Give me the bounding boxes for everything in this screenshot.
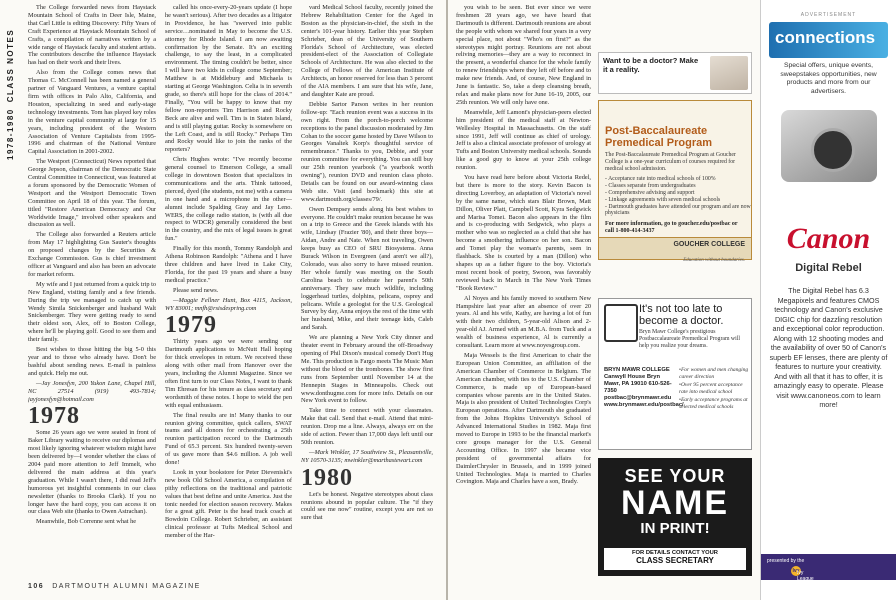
camera-icon — [781, 110, 877, 182]
list-item: • For women and men changing career direction — [679, 367, 749, 380]
ad-contact-box — [604, 548, 746, 570]
paragraph: you wish to be seen. But ever since we were freshmen 28 years ago, we have heard that Dartmouth is different. Dartmouth reunions are about the people with whom we shared four years in a very special place, not about "Who's on first?" as the stereotypes might portray. Reunions are not about reliving memories—they are a way to reconnect in the present, a wonderful chance for the whole family to renew friendships where they left off before and to make new friends. And, of course, New England in June is fantastic. So, take a deep cleansing breath, relax and make plans now for June 16-19, 2005, our 25th reunion. We will only have one. — [456, 4, 591, 106]
paragraph: Thirty years ago we were sending our Dartmouth applications to McNutt Hall hoping for thick envelopes in return. We received these along with other mail from Hanover over the years, including the Alumni Magazine. Since we often first turn to our Class Notes, I want to thank Tim Ehresan for his tenure as class secretary and wordsmith of these notes. I hope to wield the pen with equal enthusiasm. — [165, 338, 292, 409]
connections-banner — [769, 22, 888, 58]
paragraph: The College forwarded news from Haystack Mountain School of Crafts in Deer Isle, Maine, that Carl Little is editing Discovery: Fifty Years of Craft Experience at Haystack Mountain School of Crafts, a compilation of narratives written by a wide range of Haystack faculty and student artists. The contributors describe the influence Haystack has had on their work and their lives. — [28, 4, 156, 67]
brynmawr-ad[interactable] — [598, 298, 752, 450]
paragraph: The Westport (Connecticut) News reported that George Jepson, chairman of the Democratic State Central Committee in Connecticut, was featured at a forum sponsored by the Democratic Women of Westport and the Westport Democratic Town Committee on April 18 of this year. The forum, titled "Restore American Democracy and Our Worldwide Image," involved other speakers and discussion as well. — [28, 158, 156, 229]
doctor-ad-headline: Want to be a doctor? Make it a reality. — [603, 56, 699, 74]
page-footer — [28, 583, 201, 590]
goucher-ad-subtitle: The Post-Baccalaureate Premedical Program at Goucher College is a one-year curriculum of courses required for medical school admission. — [605, 152, 736, 172]
goucher-ad[interactable] — [598, 100, 752, 263]
canon-body-text: The Digital Rebel has 6.3 Megapixels and features CMOS technology and Canon's exclusive DIGIC chip for dazzling resolution and exceptional color reproduction. Along with 12 shooting modes and the availability of over 50 of Canon's superb EF lenses, there are plenty of features to nurture your creativity. And with all that it has to offer, it is amazingly easy to operate. Please visit www.canoneos.com to learn more! — [769, 286, 888, 409]
connections-text: Special offers, unique events, sweepstakes opportunities, new products and more from our advertisers. — [780, 62, 877, 95]
paragraph: My wife and I just returned from a quick trip to New England, visiting family and a few friends. During the trip we managed to catch up with Wendy Simila Snickenberger and husband Walt Snickenberger. They were getting ready to send their oldest son, Alex, off to Boston College, where he'll be playing golf. Good to see them and their family. — [28, 280, 156, 344]
paragraph: Debbie Sartor Parson writes in her reunion follow-up: "Each reunion event was a success in its own right. From the porch-to-porch welcome receptions to the panel discussion moderated by Jim Cohan to the soccer game hosted by Dave Wilson to Georges Vanaltek Korp's thoughtful service of remembrance." Thanks to you, Debbie, and your reunion committee for everything. You can still buy our 25th reunion yearbook ("a yearbook worth owning"), reunion DVD and reunion class photo. Details can be found on our award-winning class Web site. Visit (and bookmark) this site at www.dartmouth.org/classes/79/. — [301, 100, 433, 203]
year-block-1978 — [28, 403, 156, 430]
signature: —Maggie Fellner Hunt, Box 4115, Jackson, WY 83001; mnfh@rsisdespring.com — [165, 296, 292, 312]
doctor-ad[interactable] — [598, 52, 752, 94]
year-marker-1979: 1979 — [165, 312, 217, 339]
side-header — [6, 20, 20, 160]
canon-product: Digital Rebel — [795, 262, 862, 274]
goucher-ad-title: Post-Baccalaureate Premedical Program — [605, 125, 712, 149]
goucher-ad-bullets — [605, 176, 751, 217]
canon-sidebar-ad[interactable] — [760, 0, 896, 600]
side-header-years: 1978-1980 — [6, 108, 15, 160]
paragraph: The final results are in! Many thanks to our reunion giving committee, quick callers, SWAT teams and all donors for orchestrating a 25th reunion participation record to the Dartmouth Fund of 65.3 percent. Six hundred twenty-seven of us gave more than $4.6 million. A job well done! — [165, 411, 292, 467]
paragraph: called his once-every-20-years update (I hope he wasn't serious). After two decades as a litigator in Providence, he has "swerved into public service…nominated in May to become the U.S. attorney for Rhode Island. I am now awaiting confirmation by the Senate. It's an exciting challenge, to say the least, in a complicated environment. The timing couldn't be better, since I will have two kids in college come September; Matthew is at Middlebury and Michaela is starting at George Washington. Celia is in seventh grade, so there's still hope for the class of 2014." Finally, "You will be happy to know that my fellow non-reporters Tim Harrison and Rocky Beck are alive and well. Tim is in Staten Island, and is still playing guitar. Rocky is somewhere on the Left Coast, and is still Rocky." Perhaps Tim and Rocky would like to join the ranks of the reporters? — [165, 4, 292, 154]
list-item: - Dartmouth graduates have attended our program and are now physicians — [605, 204, 751, 218]
list-item: • Over 95 percent acceptance rate into medical school — [679, 382, 749, 395]
paragraph: The College also forwarded a Reuters article from May 17 highlighting Gus Sauter's thoughts on proposed changes by the Securities & Exchange Commission. Gus is chief investment officer at Vanguard and also has been an advocate for market reform. — [28, 231, 156, 278]
side-header-label: CLASS NOTES — [6, 28, 15, 103]
list-item: - Linkage agreements with seven medical schools — [605, 197, 751, 204]
ad-line-3: IN PRINT! — [640, 520, 710, 537]
paragraph: Look in your bookstore for Peter Dieveniski's new book Old School America, a compilation of pithy reflections on the traditional and patriotic values that best define and unite America. Just the tonic needed for election season recovery. Makes for a great gift. Peter is the head track coach at Bowdoin College. Robert Schrieber, an assistant clinical professor at Tufts Medical School and member of the Har- — [165, 468, 292, 540]
year-marker-1978: 1978 — [28, 403, 80, 430]
paragraph: Some 26 years ago we were seated in front of Baker Library waiting to receive our diplomas and most likely ignoring whatever wisdom might have been delivered by—I wonder whether the class of 2004 paid more attention to Jeff Immelt, who delivered the main address at this year's graduation. While I wasn't there, I did read Jeff's humorous yet insightful comments in our class newsletter (thanks to Brooks Clark). If you no longer have the hard copy, you can access it on our class Web site (thanks to Owen Astrachan). — [28, 429, 156, 516]
paragraph: Owen Dempsey sends along his best wishes to everyone. He couldn't make reunion because he was on a trip to Greece and the Greek islands with his wife, Lindsay (Frazier '80), and their three boys—Aidan, Andre and Nate. When not traveling, Owen keeps busy as CEO of SRU Biosystems. Anna Burack Wilson in Evergreen (and aren't we all?), Colorado, was also sorry to have missed reunion. Her whole family was meeting on the South Carolina beach to celebrate her parent's 50th anniversary. They saw much wildlife, including loggerhead turtles, dolphins, pelicans, osprey and pelicans. While a geologist for the U.S. Geological Survey by day, Anna enjoys the rest of the time with her husband, Mike, and their teenage kids, Caleb and Sarah. — [301, 205, 433, 332]
paragraph: Meanwhile, Jeff Lamont's physician-peers elected him president of the medical staff at Newton-Wellesley Hospital in Massachusetts. On the staff since 1991, Jeff will continue as chief of urology. Jeff is also a clinical associate professor of urology at Tufts and Boston University medical schools. Sounds like a good guy to know at your 25th college reunion. — [456, 108, 591, 172]
name-in-print-ad[interactable] — [598, 458, 752, 576]
column-1 — [28, 4, 156, 564]
brynmawr-ad-bullets — [679, 367, 749, 412]
year-block-1980 — [301, 464, 433, 491]
year-block-1979 — [165, 312, 292, 339]
year-marker-1980: 1980 — [301, 464, 353, 491]
brynmawr-ad-address[interactable]: BRYN MAWR COLLEGE Canwyll House Bryn Mawr, PA 19010 610-526-7350 postbac@brynmawr.edu www.brynmawr.edu/postbac/ — [604, 367, 684, 408]
doctor-photo-icon — [710, 56, 748, 90]
ivy-icon: Ivy — [792, 568, 800, 574]
ad-contact-big: CLASS SECRETARY — [636, 556, 714, 565]
magazine-title: DARTMOUTH ALUMNI MAGAZINE — [52, 583, 201, 590]
paragraph: vard Medical School faculty, recently joined the Hebrew Rehabilitation Center for the Aged in Boston as the physician-in-chief, the sixth in the center's 101-year history. Earlier this year Stephen Schrieber, dean of the University of Southern Florida's School of Architecture, was elected president-elect of the Association of Collegiate Schools of Architecture. He was also elected to the College of Fellows of the American Institute of Architects, an honor reserved for less than 3 percent of the AIA members. I am sure that his wife, Jane, and daughter Kate are proud. — [301, 4, 433, 98]
paragraph: Chris Hughes wrote: "I've recently become general counsel to Emerson College, a small college in downtown Boston that specializes in communications and the arts. Think tattooed, pierced, dyed (the students, not me) with a camera in one hand and a microphone in the other—alumni include Spalding Gray and Jay Leno. WERS, the college radio station, is (with all due respect to WDCR) generally considered the best in the country, and the mix of legal issues is great fun." — [165, 156, 292, 243]
canon-logo: Canon — [786, 222, 871, 255]
paragraph: Maja Wessels is the first American to chair the European Union Committee, an affiliation of the American Chamber of Commerce in Belgium. The American chamber, with ties to the U.S. Chamber of Commerce, is made up of European-based companies whose parents are in the United States. Maja is also president of United Technologies Corp's European operations. After Dartmouth she graduated from the Johns Hopkins University's School of Advanced International Studies in 1982. Maja first moved to Europe in 1993 to be the financial market's core groups manager for the U.S. General Accounting Office. In 1997 she became vice president of governmental affairs for DaimlerChrysler in Brussels, and in 1999 joined United Technologies. Maja is married to Charles Covington. Maja and Charles have a son, Brady. — [456, 351, 591, 486]
goucher-brand: GOUCHER COLLEGE — [673, 241, 745, 248]
paragraph: Al Noyes and his family moved to southern New Hampshire last year after an absence of over 20 years. Al and his wife, Kathy, are having a lot of fun with their two children, 5-year-old Alison and 2-year-old AJ. Armed with an M.B.A. from Tuck and a wealth of business experience, Al is currently a consultant. Learn more at www.noyesgroup.com. — [456, 294, 591, 350]
goucher-ad-info[interactable]: For more information, go to goucher.edu/postbac or call 1-800-414-3437 — [605, 221, 738, 235]
goucher-ad-brand-band — [599, 237, 751, 263]
paragraph: We are planning a New York City dinner and theater event in February around the off-Broadway opening of Phil Dixon's musical comedy Don't Hug Me. This production is Fargo meets The Music Man without the blood or the trombones. The show first runs from September until November 14 at the Hennepin Stages in Minneapolis. Check out www.donthugme.com for more info. Details on our New York event to follow. — [301, 334, 433, 405]
brynmawr-ad-desc: Bryn Mawr College's prestigious Postbaccalaureate Premedical Program will help you realize your dreams. — [639, 329, 740, 349]
ad-contact-small: FOR DETAILS CONTACT YOUR — [632, 550, 718, 556]
list-item: - Acceptance rate into medical schools of 100% — [605, 176, 751, 183]
ad-line-1: SEE YOUR — [624, 466, 726, 486]
column-2 — [165, 4, 292, 564]
paragraph: Take time to connect with your classmates. Make that call. Send that e-mail. Attend that mini-reunion. Drop me a line. Always, always err on the side of action. Fewer than 17,000 days left until our 50th reunion. — [301, 407, 433, 446]
column-3 — [301, 4, 433, 564]
paragraph: Let's be honest. Negative stereotypes about class reunions abound in popular culture. The "if they could see me now" routine, except you are not so sure that — [301, 490, 433, 522]
ad-line-2: NAME — [620, 484, 730, 522]
presented-by-label: presented by the — [767, 558, 805, 564]
list-item: - Classes separate from undergraduates — [605, 183, 751, 190]
column-4 — [456, 4, 591, 594]
brynmawr-ad-title: It's not too late to become a doctor. — [639, 303, 724, 327]
list-item: • Early acceptance programs at selected medical schools — [679, 397, 749, 410]
paragraph: Also from the College comes news that Thomas C. McConnell has been named a general partner of Vanguard Ventures, a venture capital firm with offices in Palo Alto, California, and Houston, specializing in seed and early-stage technology investments. Tom has played key roles in the venture capital community at large for 15 years, including president of the Western Association of Venture Capitalists from 1995-1996 and chairman of the National Venture Capital Association in 2001-2002. — [28, 69, 156, 156]
network-label — [791, 566, 819, 594]
paragraph: Please send news. — [173, 286, 219, 294]
paragraph: Meanwhile, Bob Correnne sent what he — [36, 518, 137, 526]
goucher-tagline: Education without boundaries. — [683, 258, 745, 263]
page-number: 106 — [28, 583, 45, 590]
network-name: Ivy League Magazine Network — [797, 570, 819, 594]
list-item: - Comprehensive advising and support — [605, 190, 751, 197]
paragraph: Best wishes to those hitting the big 5-0 this year and to those who already have. Don't be bashful about sending news. E-mail is painless and quick. Help me out. — [28, 346, 156, 377]
signature: —Mark Winkler, 17 Southview St., Pleasantville, NY 10570-3135; mwinkler@marthastewart.com — [301, 448, 433, 464]
advertisement-label: ADVERTISEMENT — [800, 12, 857, 18]
presented-by-band — [761, 554, 896, 594]
left-page — [0, 0, 446, 600]
paragraph: Finally for this month, Tommy Randolph and Athena Robinson Randolph: "Athena and I have three children and have lived in Lake City, Florida, for the past 19 years and share a busy medical practice." — [165, 245, 292, 284]
paragraph: You have read here before about Victoria Redel, but there is more to the story. Kevin Bacon is directing Loverboy, an adaptation of Victoria's novel by the same name, which stars Blair Brown, Matt Dillon, Oliver Platt, Campbell Scott, Kyra Sedgwick and Marisa Tomei. Bacon also appears in the film and is co-producing with Sedgwick, who plays a mother who was so neglected as a child that she has become a smothering influence on her son. Bacon and Tomei play the woman's parents, seen in flashback. She is courted by a man (Dillon) who shapes up as a father figure to the boy. Victoria's most recent book of poetry, Swoon, was favorably reviewed back in March in The New York Times "Book Review." — [456, 174, 591, 292]
signature: —Jay Jonesfyn, 200 Yukon Lane, Chapel Hill, NC 27514 (919) 493-7814; jayjonesfyn@hotmail.com — [28, 379, 156, 403]
seal-icon — [604, 304, 638, 342]
connections-title: connections — [775, 28, 876, 47]
